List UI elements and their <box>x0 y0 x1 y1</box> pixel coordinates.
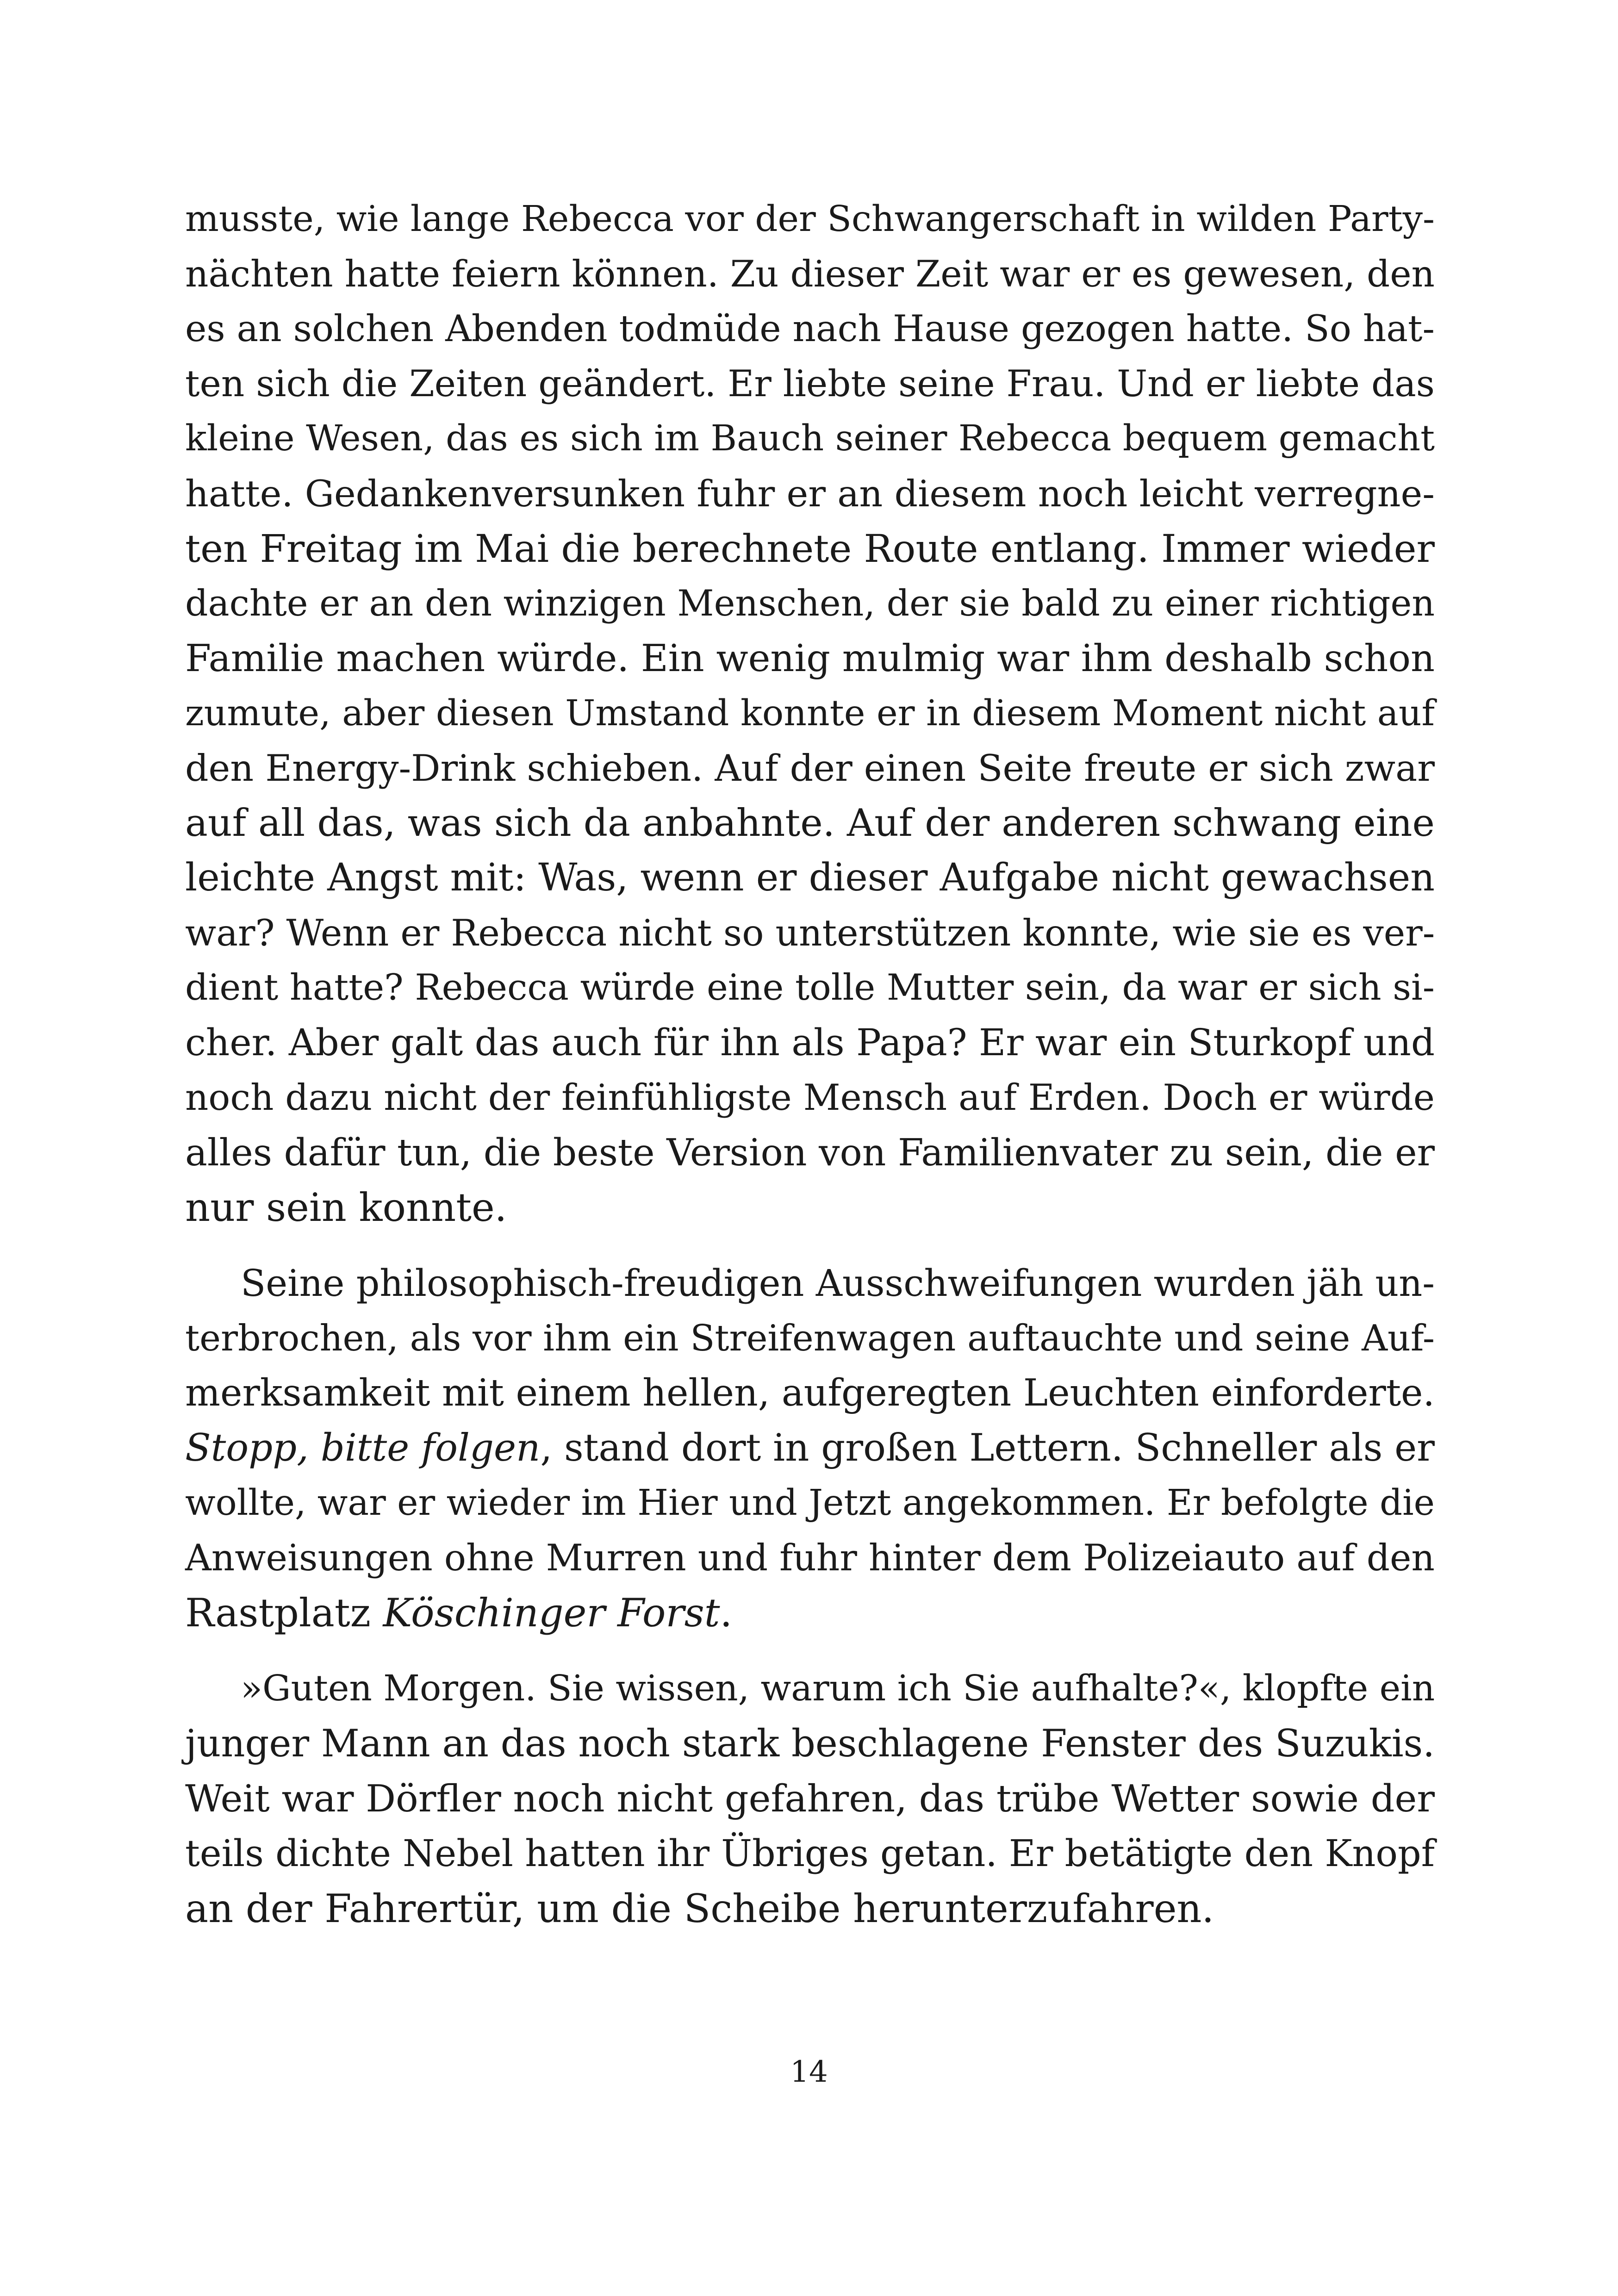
italic-phrase: Stopp, bitte folgen <box>185 1426 541 1470</box>
line-rest: , stand dort in großen Lettern. Schneller als er <box>540 1426 1435 1470</box>
page-number: 14 <box>790 2055 828 2089</box>
text-line: cher. Aber galt das auch für ihn als Papa? Er war ein Sturkopf und <box>185 1020 1435 1064</box>
text-line: an der Fahrertür, um die Scheibe herunterzufahren. <box>185 1885 1214 1931</box>
text-line: zumute, aber diesen Umstand konnte er in diesem Moment nicht auf <box>185 692 1435 734</box>
text-line: kleine Wesen, das es sich im Bauch seiner Rebecca bequem gemacht <box>185 418 1435 460</box>
text-line: ten Freitag im Mai die berechnete Route entlang. Immer wieder <box>185 526 1435 571</box>
text-line: dachte er an den winzigen Menschen, der sie bald zu einer richtigen <box>185 583 1435 625</box>
text-line: dient hatte? Rebecca würde eine tolle Mutter sein, da war er sich si- <box>185 967 1435 1009</box>
paragraph-1 <box>185 192 1435 1235</box>
text-line: hatte. Gedankenversunken fuhr er an diesem noch leicht verregne- <box>185 472 1435 515</box>
text-line <box>185 1586 1435 1641</box>
body-text <box>185 192 1435 1936</box>
paragraph-3 <box>185 1661 1435 1936</box>
text-line: Anweisungen ohne Murren und fuhr hinter dem Polizeiauto auf den <box>185 1537 1435 1580</box>
text-line: nur sein konnte. <box>185 1184 507 1230</box>
text-line: den Energy-Drink schieben. Auf der einen Seite freute er sich zwar <box>185 747 1435 790</box>
text-line: es an solchen Abenden todmüde nach Hause gezogen hatte. So hat- <box>185 308 1435 350</box>
text-line: wollte, war er wieder im Hier und Jetzt angekommen. Er befolgte die <box>185 1482 1435 1524</box>
text-line: auf all das, was sich da anbahnte. Auf der anderen schwang eine <box>185 801 1435 845</box>
text-line: terbrochen, als vor ihm ein Streifenwagen auftauchte und seine Auf- <box>185 1317 1435 1359</box>
text-line: junger Mann an das noch stark beschlagene Fenster des Suzukis. <box>185 1722 1435 1766</box>
line-rest: . <box>720 1590 733 1636</box>
text-line: alles dafür tun, die beste Version von Familienvater zu sein, die er <box>185 1131 1435 1175</box>
italic-place-name: Köschinger Forst <box>383 1590 720 1636</box>
paragraph-2 <box>185 1256 1435 1640</box>
text-line: Seine philosophisch-freudigen Ausschweifungen wurden jäh un- <box>241 1262 1435 1305</box>
text-line <box>185 1421 1435 1476</box>
text-line: noch dazu nicht der feinfühligste Mensch auf Erden. Doch er würde <box>185 1076 1435 1119</box>
text-line: ten sich die Zeiten geändert. Er liebte seine Frau. Und er liebte das <box>185 362 1435 405</box>
text-line: »Guten Morgen. Sie wissen, warum ich Sie aufhalte?«, klopfte ein <box>241 1668 1435 1710</box>
text-line: war? Wenn er Rebecca nicht so unterstützen konnte, wie sie es ver- <box>185 911 1435 954</box>
text-line: nächten hatte feiern können. Zu dieser Zeit war er es gewesen, den <box>185 253 1435 295</box>
text-line: merksamkeit mit einem hellen, aufgeregten Leuchten einforderte. <box>185 1371 1435 1415</box>
line-prefix: Rastplatz <box>185 1590 383 1636</box>
text-line: leichte Angst mit: Was, wenn er dieser Aufgabe nicht gewachsen <box>185 856 1435 900</box>
text-line: Familie machen würde. Ein wenig mulmig war ihm deshalb schon <box>185 636 1435 680</box>
text-line: Weit war Dörfler noch nicht gefahren, das trübe Wetter sowie der <box>185 1777 1435 1821</box>
text-line: musste, wie lange Rebecca vor der Schwangerschaft in wilden Party- <box>185 199 1435 240</box>
text-line: teils dichte Nebel hatten ihr Übriges getan. Er betätigte den Knopf <box>185 1832 1435 1875</box>
